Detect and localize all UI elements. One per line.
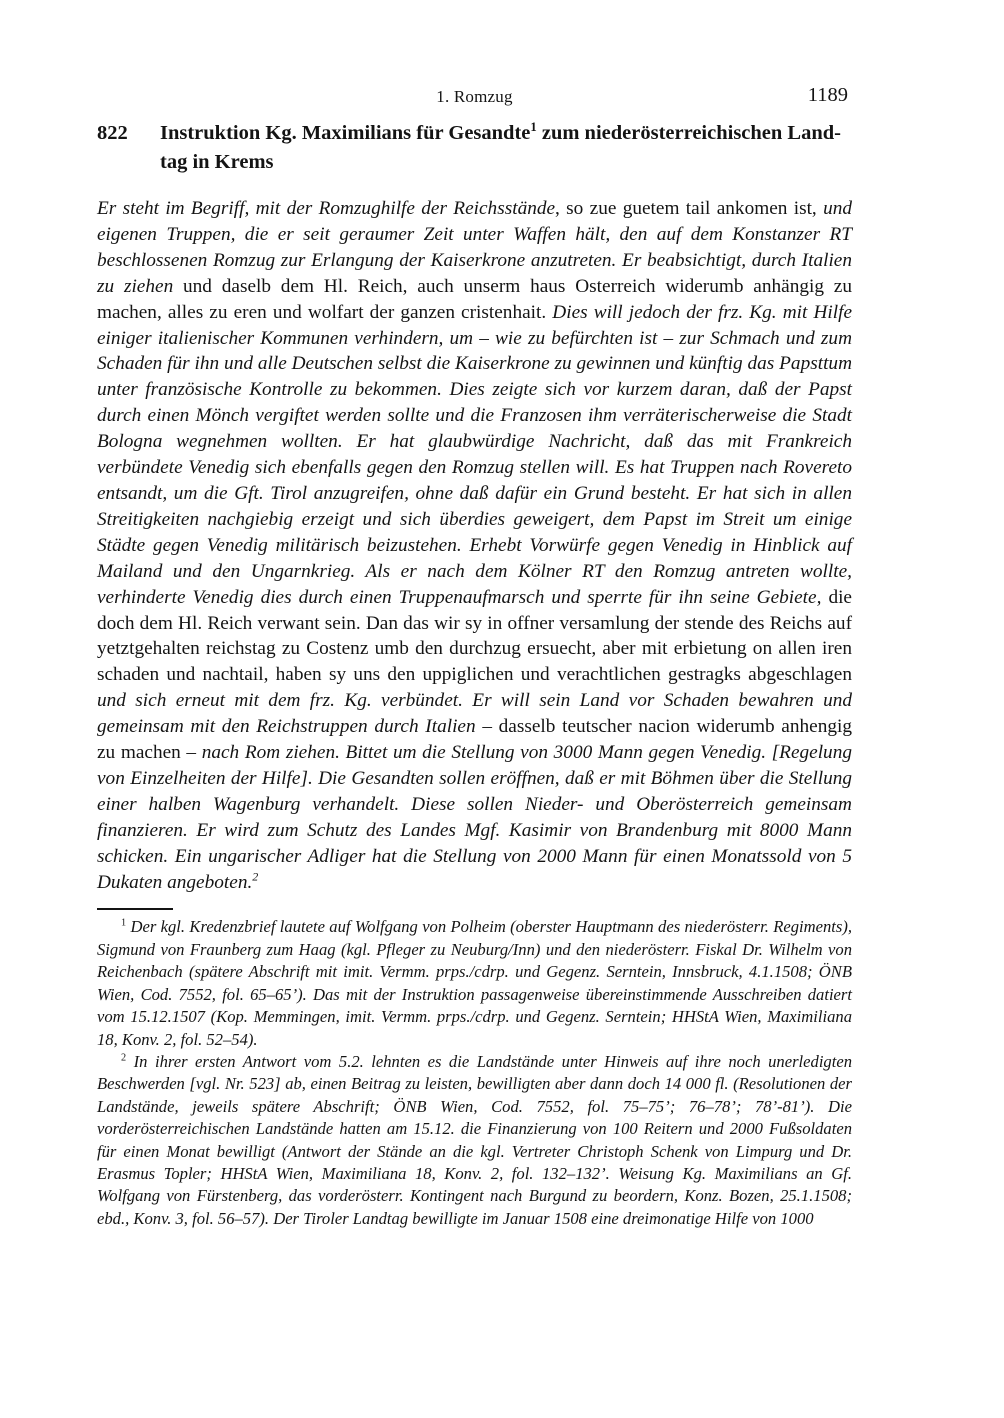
text-column <box>97 84 852 1230</box>
footnote-1: $^1$ Der kgl. Kredenzbrief lautete auf Wolfgang von Polheim (oberster Hauptmann des niederösterr. Regiments), Sigmund von Fraunberg zum Haag (kgl. Pfleger zu Neuburg/Inn) und den niederösterr. Fiskal Dr. Wilhelm von Reichenbach (spätere Abschrift mit imit. Vermm. prps./cdrp. und Gegenz. Serntein, Innsbruck, 4.1.1508; ÖNB Wien, Cod. 7552, fol. 65–65’). Das mit der Instruktion passagenweise übereinstimmende Ausschreiben datiert vom 15.12.1507 (Kop. Memmingen, imit. Vermm. prps./cdrp. und Gegenz. Serntein; HHStA Wien, Maximiliana 18, Konv. 2, fol. 52–54). <box>97 917 852 1049</box>
footnote-2: $^2$ In ihrer ersten Antwort vom 5.2. lehnten es die Landstände unter Hinweis auf ihre noch unerledigten Beschwerden [vgl. Nr. 523] ab, einen Beitrag zu leisten, bewilligten aber dann doch 14 000 fl. (Resolutionen der Landstände, jeweils spätere Abschrift; ÖNB Wien, Cod. 7552, fol. 75–75’; 76–78’; 78’-81’). Die vorderösterreichischen Landstände hatten am 15.12. die Finanzierung von 100 Reitern und 2000 Fußsoldaten für einen Monat bewilligt (Antwort der Stände an die kgl. Vertreter Christoph Schenk von Limpurg und Dr. Erasmus Topler; HHStA Wien, Maximiliana 18, Konv. 2, fol. 132–132’. Weisung Kg. Maximilians an Gf. Wolfgang von Fürstenberg, das vorderösterr. Kontingent nach Burgund zu beordern, Konz. Bozen, 25.1.1508; ebd., Konv. 3, fol. 56–57). Der Tiroler Landtag bewilligte im Januar 1508 eine dreimonatige Hilfe von 1000 <box>97 1051 852 1228</box>
entry-heading <box>97 119 852 177</box>
entry-title: Instruktion Kg. Maximilians für Gesandte$^1$ zum niederösterreichischen Land- tag in Krems <box>160 120 841 173</box>
footnotes-block <box>97 916 852 1230</box>
page-number: 1189 <box>807 84 848 106</box>
running-header-section: 1. Romzug <box>436 87 513 106</box>
footnote-separator-rule <box>97 908 173 910</box>
entry-number: 822 <box>97 122 128 144</box>
running-header <box>97 84 852 108</box>
entry-summary-paragraph: Er steht im Begriff, mit der Romzughilfe der Reichsstände, so zue guetem tail ankomen ist, und eigenen Truppen, die er seit geraumer Zeit unter Waffen hält, den auf dem Konstanzer RT beschlossenen Romzug zur Erlangung der Kaiserkrone anzutreten. Er beabsichtigt, durch Italien zu ziehen und daselb dem Hl. Reich, auch unserm haus Osterreich widerumb anhängig zu machen, alles zu eren und wolfart der ganzen cristenhait. Dies will jedoch der frz. Kg. mit Hilfe einiger italienischer Kommunen verhindern, um – wie zu befürchten ist – zur Schmach und zum Schaden für ihn und alle Deutschen selbst die Kaiserkrone zu gewinnen und künftig das Papsttum unter französische Kontrolle zu bekommen. Dies zeigte sich vor kurzem daran, daß der Papst durch einen Mönch vergiftet werden sollte und die Franzosen ihm verräterischerweise die Stadt Bologna wegnehmen wollten. Er hat glaubwürdige Nachricht, daß das mit Frankreich verbündete Venedig sich ebenfalls gegen den Romzug stellen will. Es hat Truppen nach Rovereto entsandt, um die Gft. Tirol anzugreifen, ohne daß dafür ein Grund besteht. Er hat sich in allen Streitigkeiten nachgiebig erzeigt und sich überdies geweigert, dem Papst im Streit um einige Städte gegen Venedig militärisch beizustehen. Erhebt Vorwürfe gegen Venedig in Hinblick auf Mailand und den Ungarnkrieg. Als er nach dem Kölner RT den Romzug antreten wollte, verhinderte Venedig dies durch einen Truppenaufmarsch und sperrte für ihn seine Gebiete, die doch dem Hl. Reich verwant sein. Dan das wir sy in offner versamlung der stende des Reichs auf yetztgehalten reichstag zu Costenz umb den durchzug ersuecht, aber mit erbietung on allen iren schaden und nachtail, haben sy uns den uppiglichen und verachtlichen gestragks abgeschlagen und sich erneut mit dem frz. Kg. verbündet. Er will sein Land vor Schaden bewahren und gemeinsam mit den Reichstruppen durch Italien – dasselb teutscher nacion widerumb anhengig zu machen – nach Rom ziehen. Bittet um die Stellung von 3000 Mann gegen Venedig. [Regelung von Einzelheiten der Hilfe]. Die Gesandten sollen eröffnen, daß er mit Böhmen über die Stellung einer halben Wagenburg verhandelt. Diese sollen Nieder- und Oberösterreich gemeinsam finanzieren. Er wird zum Schutz des Landes Mgf. Kasimir von Brandenburg mit 8000 Mann schicken. Ein ungarischer Adliger hat die Stellung von 2000 Mann für einen Monatssold von 5 Dukaten angeboten.$^2$ <box>97 198 853 893</box>
